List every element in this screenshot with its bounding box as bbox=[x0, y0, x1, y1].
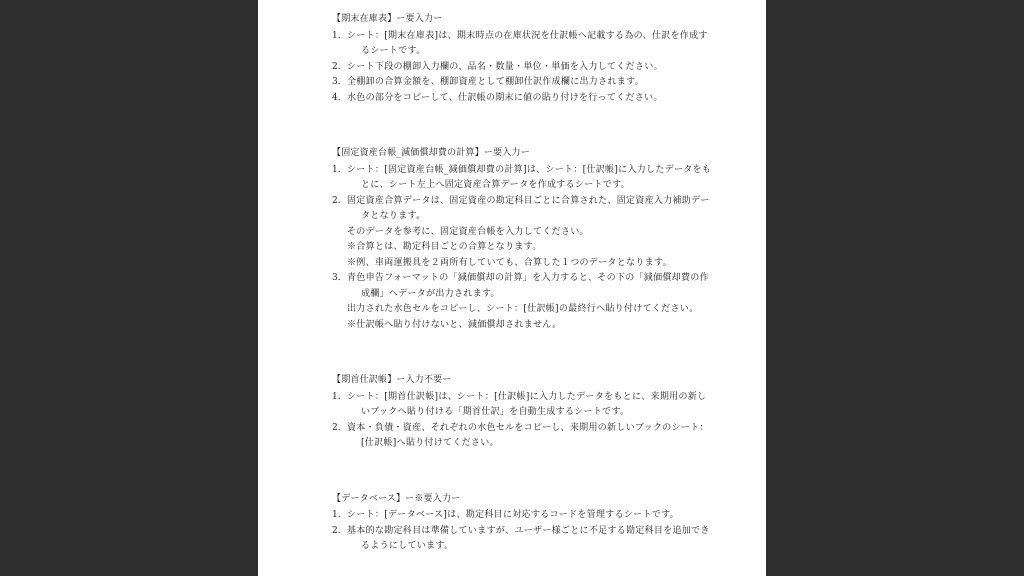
item-text: いブックへ貼り付ける「期首仕訳」を自動生成するシートです。 bbox=[361, 407, 630, 417]
item-text: 基本的な勘定科目は準備していますが、ユーザー様ごとに不足する勘定科目を追加でき bbox=[347, 525, 710, 536]
list-item bbox=[332, 271, 709, 302]
list-item bbox=[332, 29, 708, 60]
section-heading: 【データベース】ー※要入力ー bbox=[332, 493, 461, 504]
item-text: シート：[固定資産台帳_減価償却費の計算]は、シート：[仕訳帳]に入力したデータをも bbox=[347, 164, 712, 175]
item-text: 全棚卸の合算金額を、棚卸資産として棚卸仕訳作成欄に出力されます。 bbox=[347, 77, 644, 87]
item-text: るようにしています。 bbox=[361, 541, 454, 551]
item-text: そのデータを参考に、固定資産台帳を入力してください。 bbox=[347, 226, 589, 237]
list-item bbox=[332, 390, 707, 421]
item-number: 2． bbox=[332, 195, 347, 206]
item-note: ※例、車両運搬具を２両所有していても、合算した１つのデータとなります。 bbox=[347, 257, 672, 268]
item-number: 1． bbox=[332, 391, 347, 402]
item-text: 固定資産合算データは、固定資産の勘定科目ごとに合算された、固定資産入力補助デー bbox=[347, 195, 710, 206]
item-number bbox=[332, 225, 347, 272]
section-opening-journal bbox=[332, 373, 709, 452]
item-number: 1． bbox=[332, 510, 347, 520]
item-text: 資本・負債・資産、それぞれの水色セルをコピーし、来期用の新しいブックのシート： bbox=[347, 422, 709, 433]
section-heading: 【期末在庫表】ー要入力ー bbox=[332, 14, 443, 24]
section-database bbox=[332, 492, 710, 555]
list-item bbox=[332, 194, 710, 225]
section-fixed-assets bbox=[332, 146, 712, 333]
item-number: 3． bbox=[332, 273, 347, 283]
section-ending-inventory bbox=[332, 12, 708, 106]
item-text: るシートです。 bbox=[361, 46, 426, 56]
item-note: ※合算とは、勘定科目ごとの合算となります。 bbox=[347, 242, 542, 252]
document-page bbox=[258, 0, 766, 576]
item-number: 1． bbox=[332, 164, 347, 175]
item-text: タとなります。 bbox=[361, 211, 426, 221]
item-number: 2． bbox=[332, 61, 347, 72]
list-item bbox=[332, 524, 710, 555]
item-text: [仕訳帳]へ貼り付けてください。 bbox=[361, 438, 499, 448]
item-number: 4． bbox=[332, 92, 347, 103]
list-item bbox=[332, 75, 702, 91]
item-text: シート：[期首仕訳帳]は、シート：[仕訳帳]に入力したデータをもとに、来期用の新し bbox=[347, 391, 707, 402]
item-text: 成欄」へデータが出力されます。 bbox=[361, 288, 500, 299]
list-item bbox=[332, 421, 709, 452]
item-text: 青色申告フォーマットの「減価償却の計算」を入力すると、その下の「減価償却費の作 bbox=[347, 273, 709, 283]
item-number: 2． bbox=[332, 422, 347, 433]
item-number bbox=[332, 302, 347, 333]
item-text: 出力された水色セルをコピーし、シート：[仕訳帳]の最終行へ貼り付けてください。 bbox=[347, 304, 699, 314]
item-text: とに、シート左上へ固定資産合算データを作成するシートです。 bbox=[361, 180, 630, 190]
item-text: シート：[期末在庫表]は、期末時点の在庫状況を仕訳帳へ記載する為の、仕訳を作成す bbox=[347, 30, 708, 41]
list-item bbox=[332, 91, 702, 107]
list-item-note bbox=[332, 225, 702, 272]
item-text: シート：[データベース]は、勘定科目に対応するコードを管理するシートです。 bbox=[347, 510, 679, 520]
list-item-note bbox=[332, 302, 702, 333]
item-number: 3． bbox=[332, 77, 347, 87]
item-text: シート下段の棚卸入力欄の、品名・数量・単位・単価を入力してください。 bbox=[347, 61, 663, 72]
section-heading: 【期首仕訳帳】ー入力不要ー bbox=[332, 375, 452, 385]
list-item bbox=[332, 60, 702, 76]
item-note: ※仕訳帳へ貼り付けないと、減価償却されません。 bbox=[347, 319, 562, 330]
item-text: 水色の部分をコピーして、仕訳帳の期末に値の貼り付けを行ってください。 bbox=[347, 92, 663, 103]
item-number: 1． bbox=[332, 30, 347, 41]
document-body bbox=[332, 12, 712, 555]
item-number: 2． bbox=[332, 525, 347, 536]
list-item bbox=[332, 508, 702, 524]
list-item bbox=[332, 163, 712, 194]
section-heading: 【固定資産台帳_減価償却費の計算】ー要入力ー bbox=[332, 148, 530, 158]
